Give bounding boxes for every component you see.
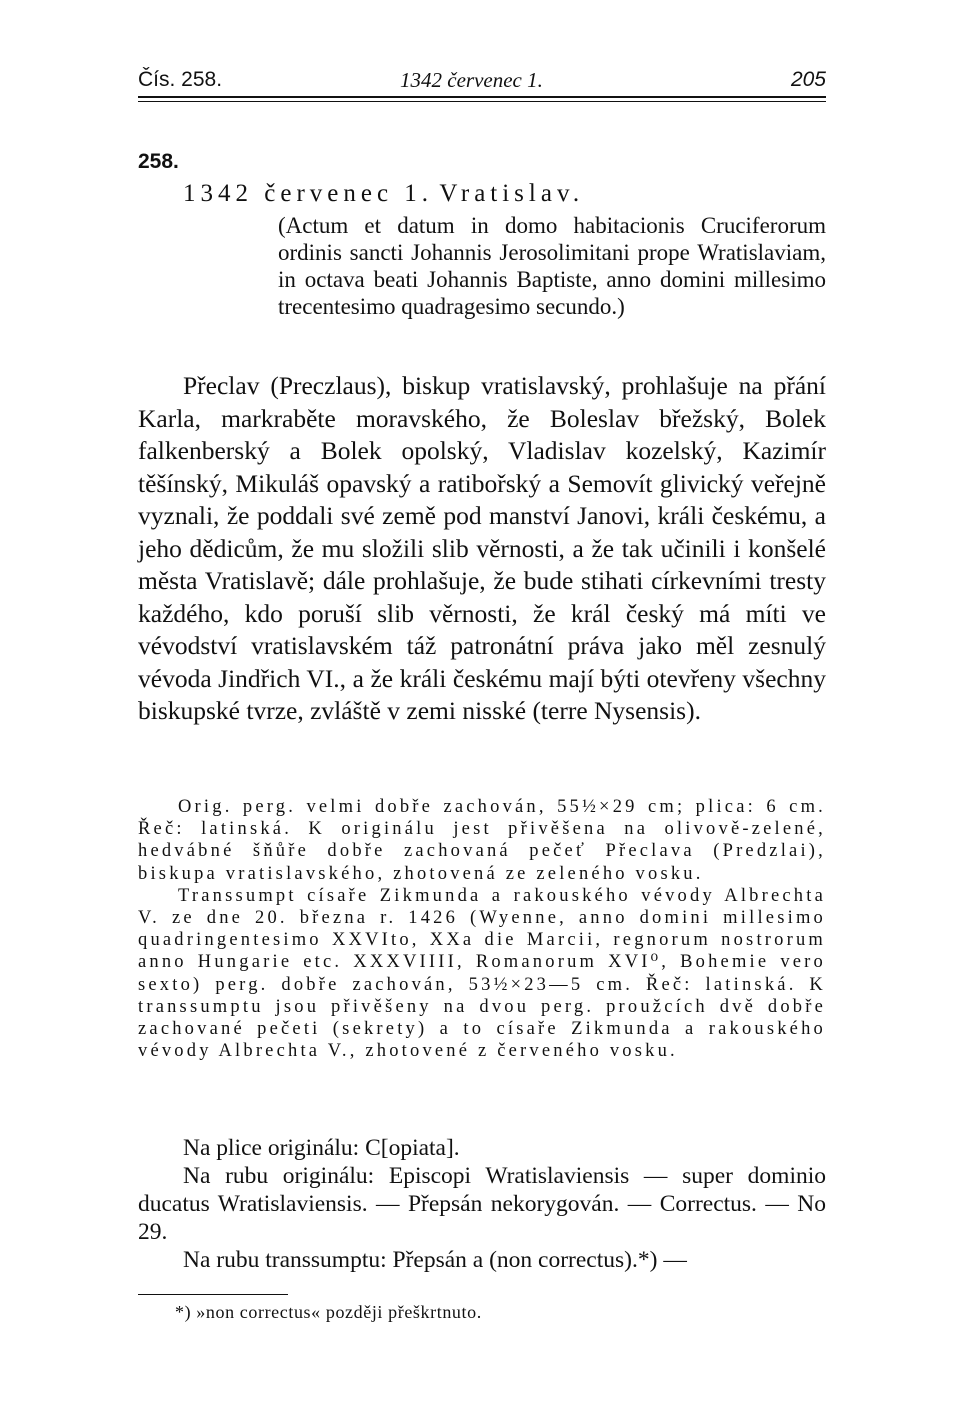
header-document-ref: Čís. 258. <box>138 68 223 91</box>
note-transsumpt: Transsumpt císaře Zikmunda a rakouského vévody Albrechta V. ze dne 20. března r. 1426 (Wyenne, anno domini millesimo quadringentesimo XXVIto, XXa die Marcii, regnorum nostrorum anno Hungarie etc. XXXVIIII, Romanorum XVI⁰, Bohemie vero sexto) perg. dobře zachován, 53½×23—5 cm. Řeč: latinská. K transsumptu jsou přivěšeny na dvou perg. proužcích dvě dobře zachované pečeti (sekrety) a to císaře Zikmunda a rakouského vévody Albrechta V., zhotovené z červeného vosku. <box>138 885 826 1062</box>
diplomatic-notes <box>138 796 826 1062</box>
footnote: *) »non correctus« později přeškrtnuto. <box>175 1302 482 1322</box>
header-date: 1342 červenec 1. <box>400 68 543 92</box>
endorsement-notes <box>138 1134 826 1274</box>
note-original: Orig. perg. velmi dobře zachován, 55½×29 cm; plica: 6 cm. Řeč: latinská. K originálu jest přivěšena na olivově-zelené, hedvábné šňůře dobře zachovaná pečeť Přeclava (Predzlai), biskupa vratislavského, zhotovená ze zeleného vosku. <box>138 797 826 884</box>
regest-paragraph: Přeclav (Preczlaus), biskup vratislavský, prohlašuje na přání Karla, markraběte moravského, že Boleslav břežský, Bolek falkenberský a Bolek opolský, Vladislav kozelský, Kazimír těšínský, Mikuláš opavský a ratibořský a Semovít glivický veřejně vyznali, že poddali své země pod manství Janovi, králi českému, a jeho dědicům, že mu složili slib věrnosti, a že tak učinili i konšelé města Vratislavě; dále prohlašuje, že bude stihati církevními tresty každého, kdo poruší slib věrnosti, že král český má míti ve vévodství vratislavském táž patronátní práva jako měl zesnulý vévoda Jindřich VI., a že králi českému mají býti otevřeny všechny biskupské tvrze, zvláště v zemi nisské (terre Nysensis). <box>138 371 826 725</box>
dateline <box>183 180 584 208</box>
page-number: 205 <box>790 68 826 91</box>
running-header <box>138 68 826 92</box>
header-rule-thick <box>138 96 826 98</box>
latin-dating-clause: (Actum et datum in domo habitacionis Cruciferorum ordinis sancti Johannis Jerosolimitani prope Wratislaviam, in octava beati Johannis Baptiste, anno domini millesimo trecentesimo quadragesimo secundo.) <box>278 213 826 319</box>
note-verso-original: Na rubu originálu: Episcopi Wratislaviensis — super dominio ducatus Wratislaviensis. — Přepsán nekorygován. — Correctus. — No 29. <box>138 1163 826 1245</box>
note-plica: Na plice originálu: C[opiata]. <box>183 1135 460 1161</box>
dateline-place: Vratislav. <box>439 180 585 207</box>
footnote-rule <box>138 1294 288 1295</box>
document-number: 258. <box>138 150 179 173</box>
note-verso-transsumpt: Na rubu transsumptu: Přepsán a (non correctus).*) — <box>183 1247 687 1273</box>
header-rule-thin <box>138 101 826 102</box>
dateline-date: 1342 červenec 1. <box>183 180 434 207</box>
